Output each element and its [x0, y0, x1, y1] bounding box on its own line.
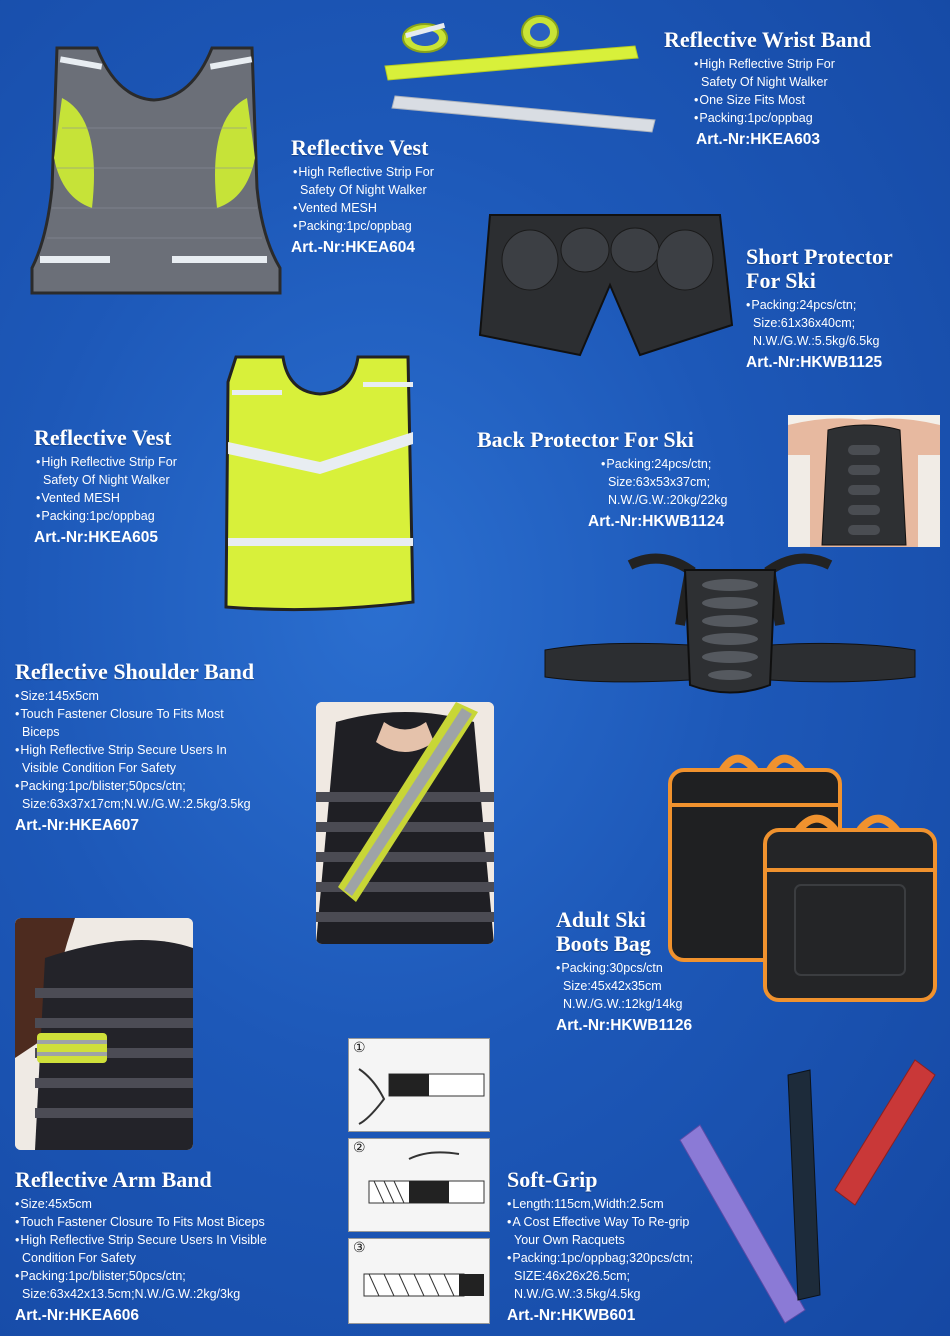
spec-list — [293, 163, 434, 235]
product-vest-605 — [34, 426, 177, 547]
spec-item: • Size:45x5cm — [15, 1195, 267, 1213]
article-number: Art.-Nr:HKEA607 — [15, 817, 140, 834]
short-protector-image — [470, 205, 740, 365]
article-number: Art.-Nr:HKWB1124 — [588, 513, 725, 530]
spec-item: • Vented MESH — [293, 199, 434, 217]
spec-item: N.W./G.W.:20kg/22kg — [608, 493, 728, 507]
spec-item: • Packing:30pcs/ctn — [556, 959, 692, 977]
grip-step-3-label: ③ — [353, 1239, 366, 1255]
grip-step-1-image — [348, 1038, 490, 1132]
product-title: Reflective Arm Band — [15, 1167, 212, 1192]
article-number: Art.-Nr:HKWB1126 — [556, 1017, 693, 1034]
product-title: Soft-Grip — [507, 1167, 598, 1192]
spec-item: Size:63x53x37cm; — [608, 475, 711, 489]
spec-item: Size:45x42x35cm — [563, 979, 662, 993]
product-title: Reflective Wrist Band — [664, 27, 871, 52]
spec-list — [507, 1195, 693, 1303]
spec-item: • Length:115cm,Width:2.5cm — [507, 1195, 693, 1213]
grip-step-2-label: ② — [353, 1139, 366, 1155]
spec-item: • Packing:1pc/oppbag — [36, 507, 177, 525]
spec-item: Safety Of Night Walker — [300, 183, 427, 197]
product-title: Adult Ski Boots Bag — [556, 907, 651, 956]
spec-item: Size:63x37x17cm;N.W./G.W.:2.5kg/3.5kg — [22, 797, 251, 811]
spec-item: • A Cost Effective Way To Re-grip — [507, 1213, 693, 1231]
spec-list — [36, 453, 177, 525]
grip-step-1-label: ① — [353, 1039, 366, 1055]
wrist-band-image — [380, 8, 665, 133]
spec-item: Size:61x36x40cm; — [753, 316, 856, 330]
spec-item: • High Reflective Strip Secure Users In Visible — [15, 1231, 267, 1249]
spec-item: Biceps — [22, 725, 60, 739]
grip-step-2-image — [348, 1138, 490, 1232]
product-back-protector — [477, 428, 728, 531]
product-wrist-band — [664, 28, 871, 149]
boots-bag-image — [665, 745, 940, 1003]
spec-list — [15, 1195, 267, 1303]
product-vest-604 — [291, 136, 434, 257]
spec-item: N.W./G.W.:3.5kg/4.5kg — [514, 1287, 641, 1301]
spec-list — [556, 959, 692, 1013]
spec-item: • Packing:24pcs/ctn; — [601, 455, 728, 473]
product-title: Reflective Vest — [291, 135, 429, 160]
shoulder-band-image — [316, 702, 494, 944]
product-title: Reflective Vest — [34, 425, 172, 450]
spec-item: Size:63x42x13.5cm;N.W./G.W.:2kg/3kg — [22, 1287, 241, 1301]
spec-item: • Packing:1pc/blister;50pcs/ctn; — [15, 1267, 267, 1285]
spec-item: • High Reflective Strip Secure Users In — [15, 741, 254, 759]
product-title: Back Protector For Ski — [477, 427, 694, 452]
spec-item: Safety Of Night Walker — [701, 75, 828, 89]
spec-item: N.W./G.W.:12kg/14kg — [563, 997, 683, 1011]
spec-item: • Packing:1pc/oppbag;320pcs/ctn; — [507, 1249, 693, 1267]
article-number: Art.-Nr:HKEA606 — [15, 1307, 140, 1324]
spec-item: • High Reflective Strip For — [293, 163, 434, 181]
vest-mesh-image — [22, 38, 287, 300]
spec-item: • Size:145x5cm — [15, 687, 254, 705]
soft-grip-image — [670, 1055, 945, 1330]
grip-step-3-image — [348, 1238, 490, 1324]
product-title: Short Protector For Ski — [746, 244, 893, 293]
spec-list — [601, 455, 728, 509]
product-boots-bag — [556, 908, 692, 1035]
spec-item: • Vented MESH — [36, 489, 177, 507]
arm-band-image — [15, 918, 193, 1150]
spec-item: • High Reflective Strip For — [36, 453, 177, 471]
spec-item: • Touch Fastener Closure To Fits Most Biceps — [15, 1213, 267, 1231]
spec-item: Your Own Racquets — [514, 1233, 625, 1247]
spec-item: • Touch Fastener Closure To Fits Most — [15, 705, 254, 723]
back-protector-worn-image — [788, 415, 940, 547]
article-number: Art.-Nr:HKWB601 — [507, 1307, 636, 1324]
product-shoulder-band — [15, 660, 254, 835]
spec-list — [694, 55, 871, 127]
article-number: Art.-Nr:HKEA605 — [34, 529, 159, 546]
spec-item: • Packing:24pcs/ctn; — [746, 296, 893, 314]
spec-item: Condition For Safety — [22, 1251, 136, 1265]
spec-item: • Packing:1pc/oppbag — [293, 217, 434, 235]
vest-yellow-image — [218, 352, 423, 617]
product-soft-grip — [507, 1168, 693, 1325]
spec-item: Visible Condition For Safety — [22, 761, 177, 775]
product-short-protector — [746, 245, 893, 372]
article-number: Art.-Nr:HKEA603 — [696, 131, 821, 148]
spec-list — [746, 296, 893, 350]
product-title: Reflective Shoulder Band — [15, 659, 255, 684]
spec-item: • Packing:1pc/blister;50pcs/ctn; — [15, 777, 254, 795]
spec-item: • One Size Fits Most — [694, 91, 871, 109]
back-protector-image — [540, 545, 920, 700]
product-arm-band — [15, 1168, 267, 1325]
article-number: Art.-Nr:HKWB1125 — [746, 354, 883, 371]
spec-item: • Packing:1pc/oppbag — [694, 109, 871, 127]
spec-item: Safety Of Night Walker — [43, 473, 170, 487]
article-number: Art.-Nr:HKEA604 — [291, 239, 416, 256]
spec-item: N.W./G.W.:5.5kg/6.5kg — [753, 334, 880, 348]
spec-item: SIZE:46x26x26.5cm; — [514, 1269, 631, 1283]
spec-list — [15, 687, 254, 813]
spec-item: • High Reflective Strip For — [694, 55, 871, 73]
